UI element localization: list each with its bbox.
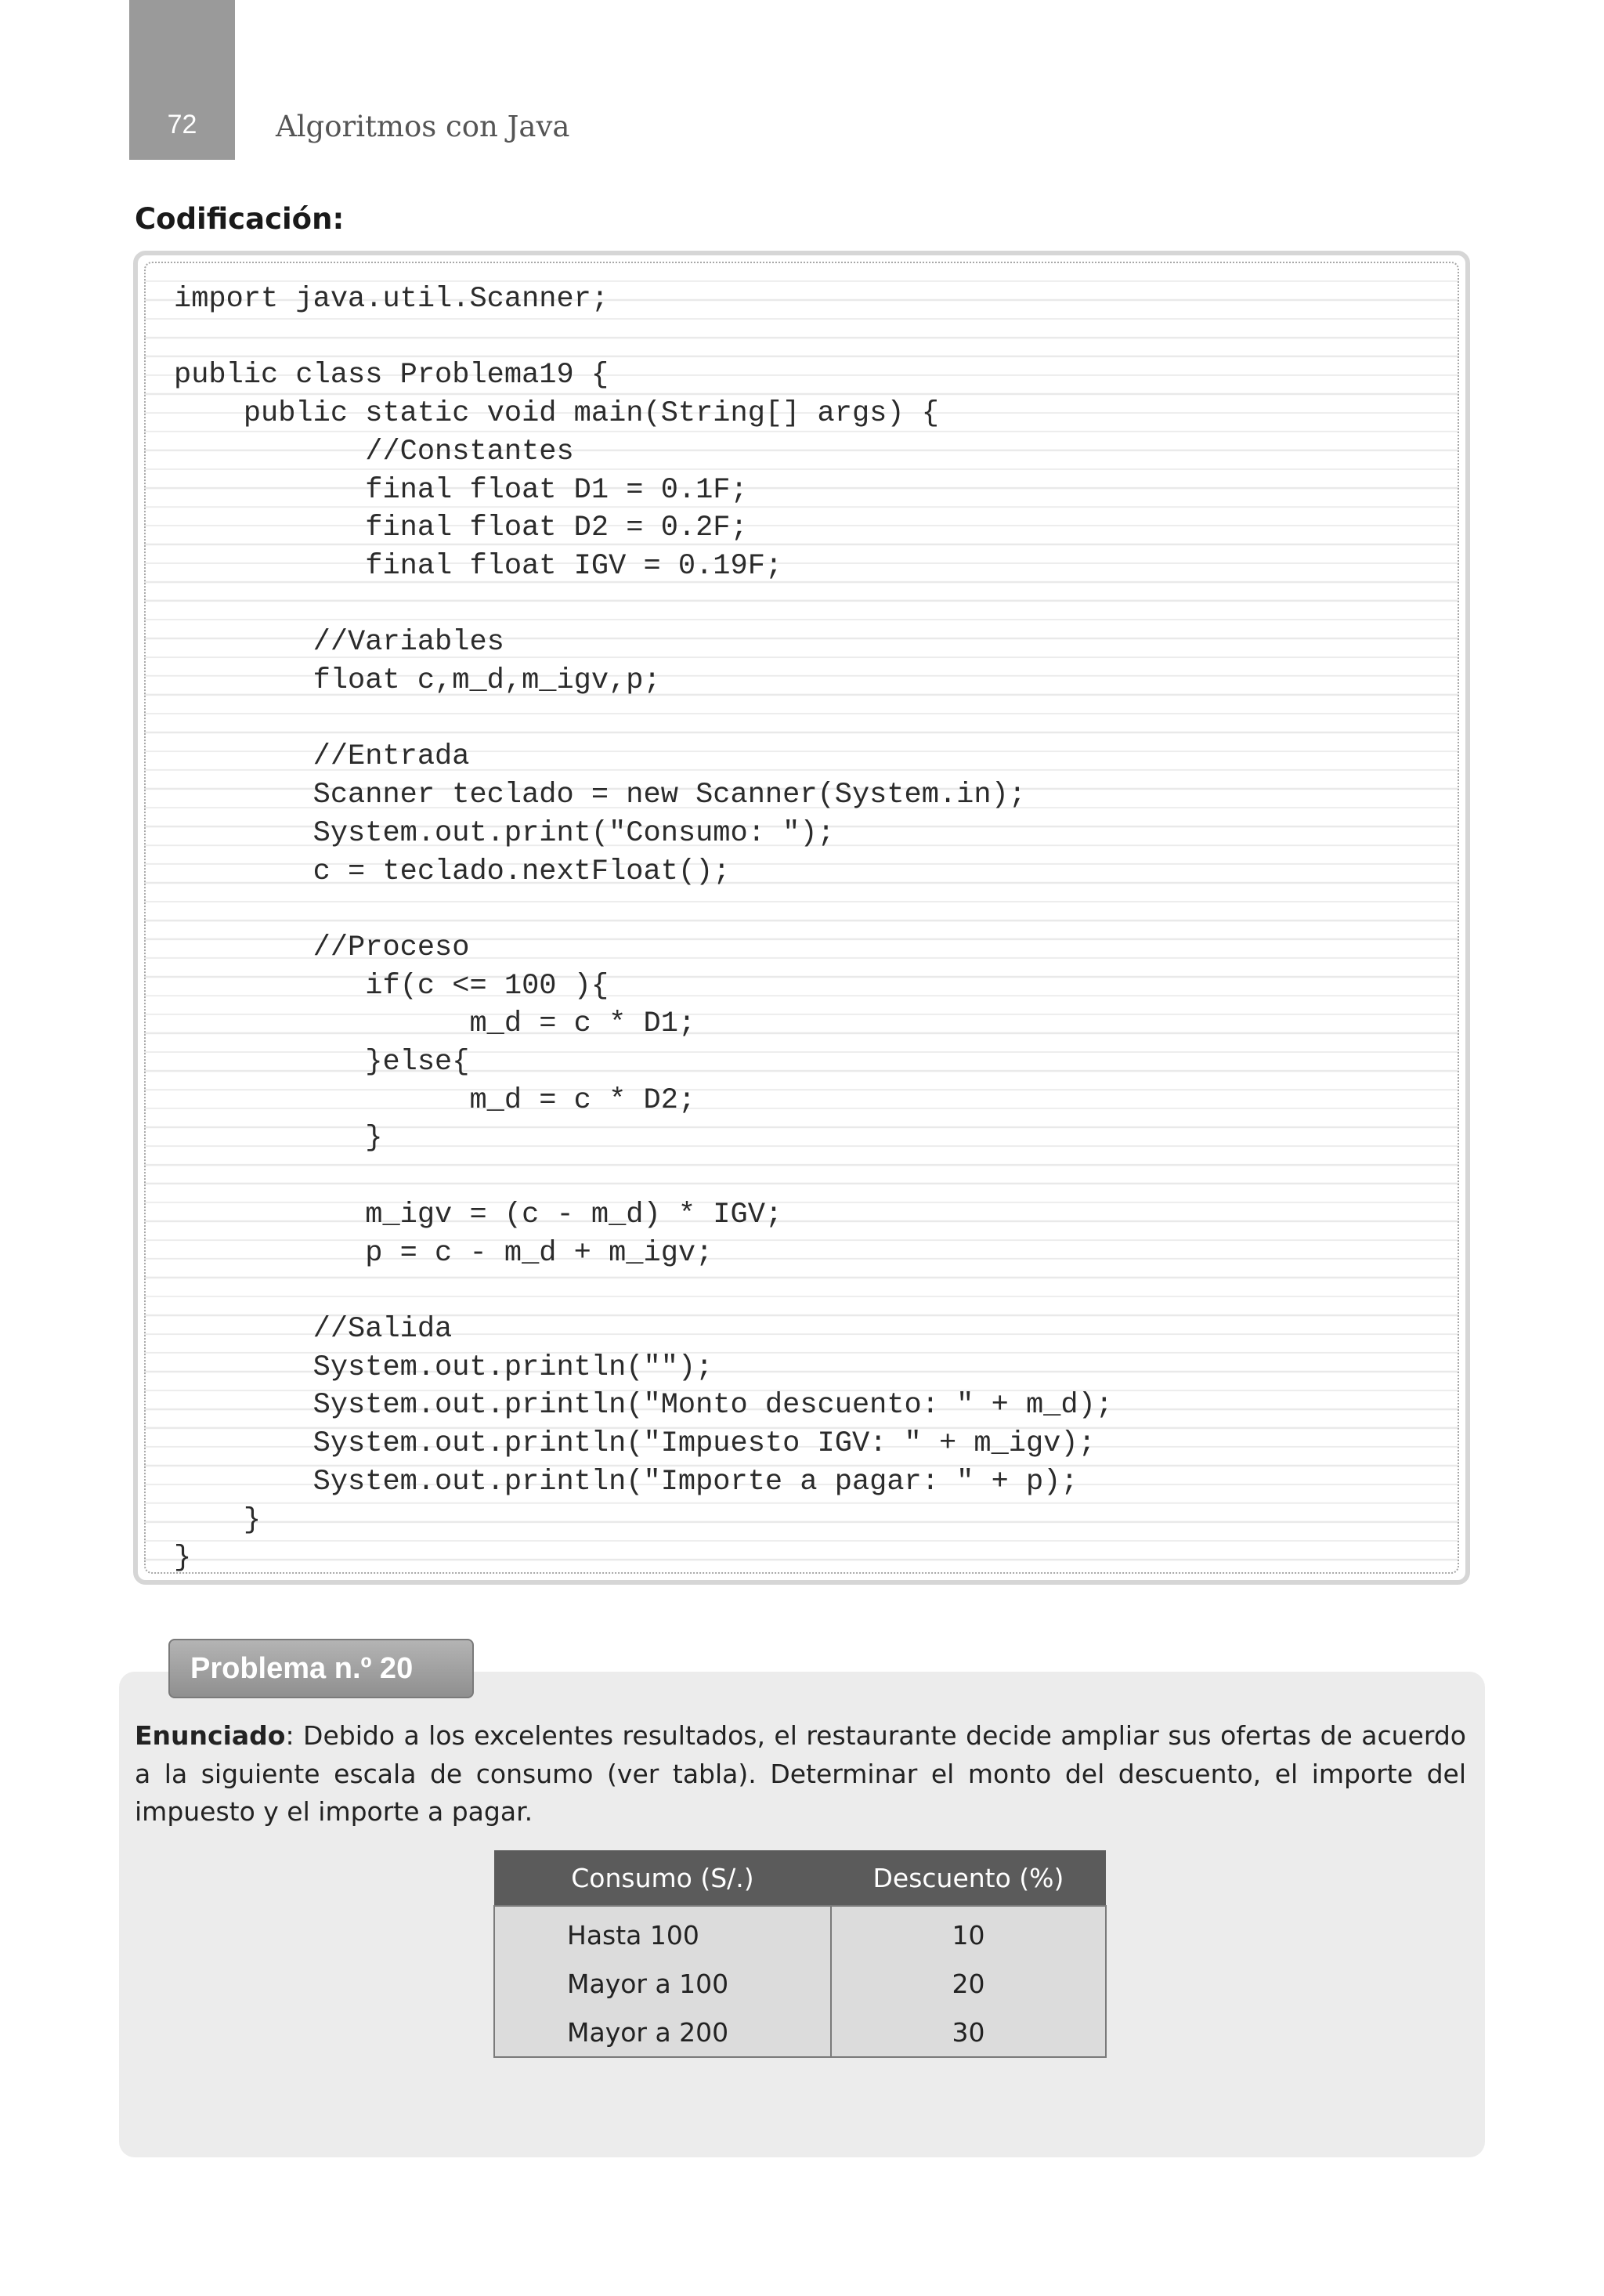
code-line: //Salida <box>174 1312 453 1346</box>
page-number: 72 <box>167 110 197 139</box>
problem-badge: Problema n.º 20 <box>168 1639 474 1698</box>
code-line: p = c - m_d + m_igv; <box>174 1236 713 1270</box>
table-cell-descuento: 10 <box>831 1906 1106 1959</box>
code-line: final float IGV = 0.19F; <box>174 549 783 583</box>
table-row <box>494 1959 1106 2008</box>
section-heading: Codificación: <box>135 202 345 236</box>
code-line: }else{ <box>174 1046 470 1079</box>
table-cell-consumo: Mayor a 200 <box>494 2008 831 2057</box>
book-title: Algoritmos con Java <box>276 110 570 143</box>
code-line: final float D2 = 0.2F; <box>174 512 748 545</box>
code-line: m_igv = (c - m_d) * IGV; <box>174 1198 783 1231</box>
code-line: if(c <= 100 ){ <box>174 969 609 1003</box>
code-line: Scanner teclado = new Scanner(System.in); <box>174 779 1026 812</box>
code-line <box>174 321 191 354</box>
code-line: public static void main(String[] args) { <box>174 397 939 431</box>
statement-text: : Debido a los excelentes resultados, el restaurante decide ampliar sus ofertas de acuerdo a la siguiente escala de consumo (ver tabla). Determinar el monto del descuento, el importe del impuesto y el importe a pagar. <box>135 1720 1466 1827</box>
code-line: System.out.println("Impuesto IGV: " + m_igv); <box>174 1427 1096 1461</box>
table-row <box>494 2008 1106 2057</box>
code-line: //Entrada <box>174 740 470 774</box>
code-line: public class Problema19 { <box>174 359 609 392</box>
code-line: c = teclado.nextFloat(); <box>174 855 731 888</box>
table-header-consumo: Consumo (S/.) <box>494 1850 831 1906</box>
code-line: m_d = c * D2; <box>174 1083 696 1117</box>
code-listing <box>174 280 1113 1578</box>
code-line: //Constantes <box>174 435 574 468</box>
discount-table <box>493 1850 1107 2058</box>
code-line: System.out.print("Consumo: "); <box>174 816 835 850</box>
statement-label: Enunciado <box>135 1720 286 1751</box>
code-line: } <box>174 1122 383 1155</box>
code-line: float c,m_d,m_igv,p; <box>174 664 661 698</box>
table-header-descuento: Descuento (%) <box>831 1850 1106 1906</box>
code-line: } <box>174 1503 262 1537</box>
table-cell-consumo: Hasta 100 <box>494 1906 831 1959</box>
table-cell-descuento: 20 <box>831 1959 1106 2008</box>
problem-statement <box>135 1717 1466 1831</box>
table-cell-consumo: Mayor a 100 <box>494 1959 831 2008</box>
code-line: //Proceso <box>174 931 470 964</box>
code-line: import java.util.Scanner; <box>174 283 609 316</box>
code-line: System.out.println("Monto descuento: " + m_d); <box>174 1389 1113 1423</box>
code-line <box>174 893 191 926</box>
code-line: m_d = c * D1; <box>174 1007 696 1041</box>
table-header-row <box>494 1850 1106 1906</box>
code-line: System.out.println(""); <box>174 1350 713 1384</box>
code-line: } <box>174 1542 192 1575</box>
code-line <box>174 1160 191 1193</box>
code-line: final float D1 = 0.1F; <box>174 473 748 507</box>
table-cell-descuento: 30 <box>831 2008 1106 2057</box>
code-line <box>174 703 191 736</box>
code-line: //Variables <box>174 626 504 660</box>
code-block-inner <box>144 262 1459 1574</box>
code-line <box>174 588 191 621</box>
table-row <box>494 1906 1106 1959</box>
code-block <box>133 251 1470 1585</box>
code-line <box>174 1275 191 1307</box>
code-line: System.out.println("Importe a pagar: " + p); <box>174 1465 1078 1499</box>
